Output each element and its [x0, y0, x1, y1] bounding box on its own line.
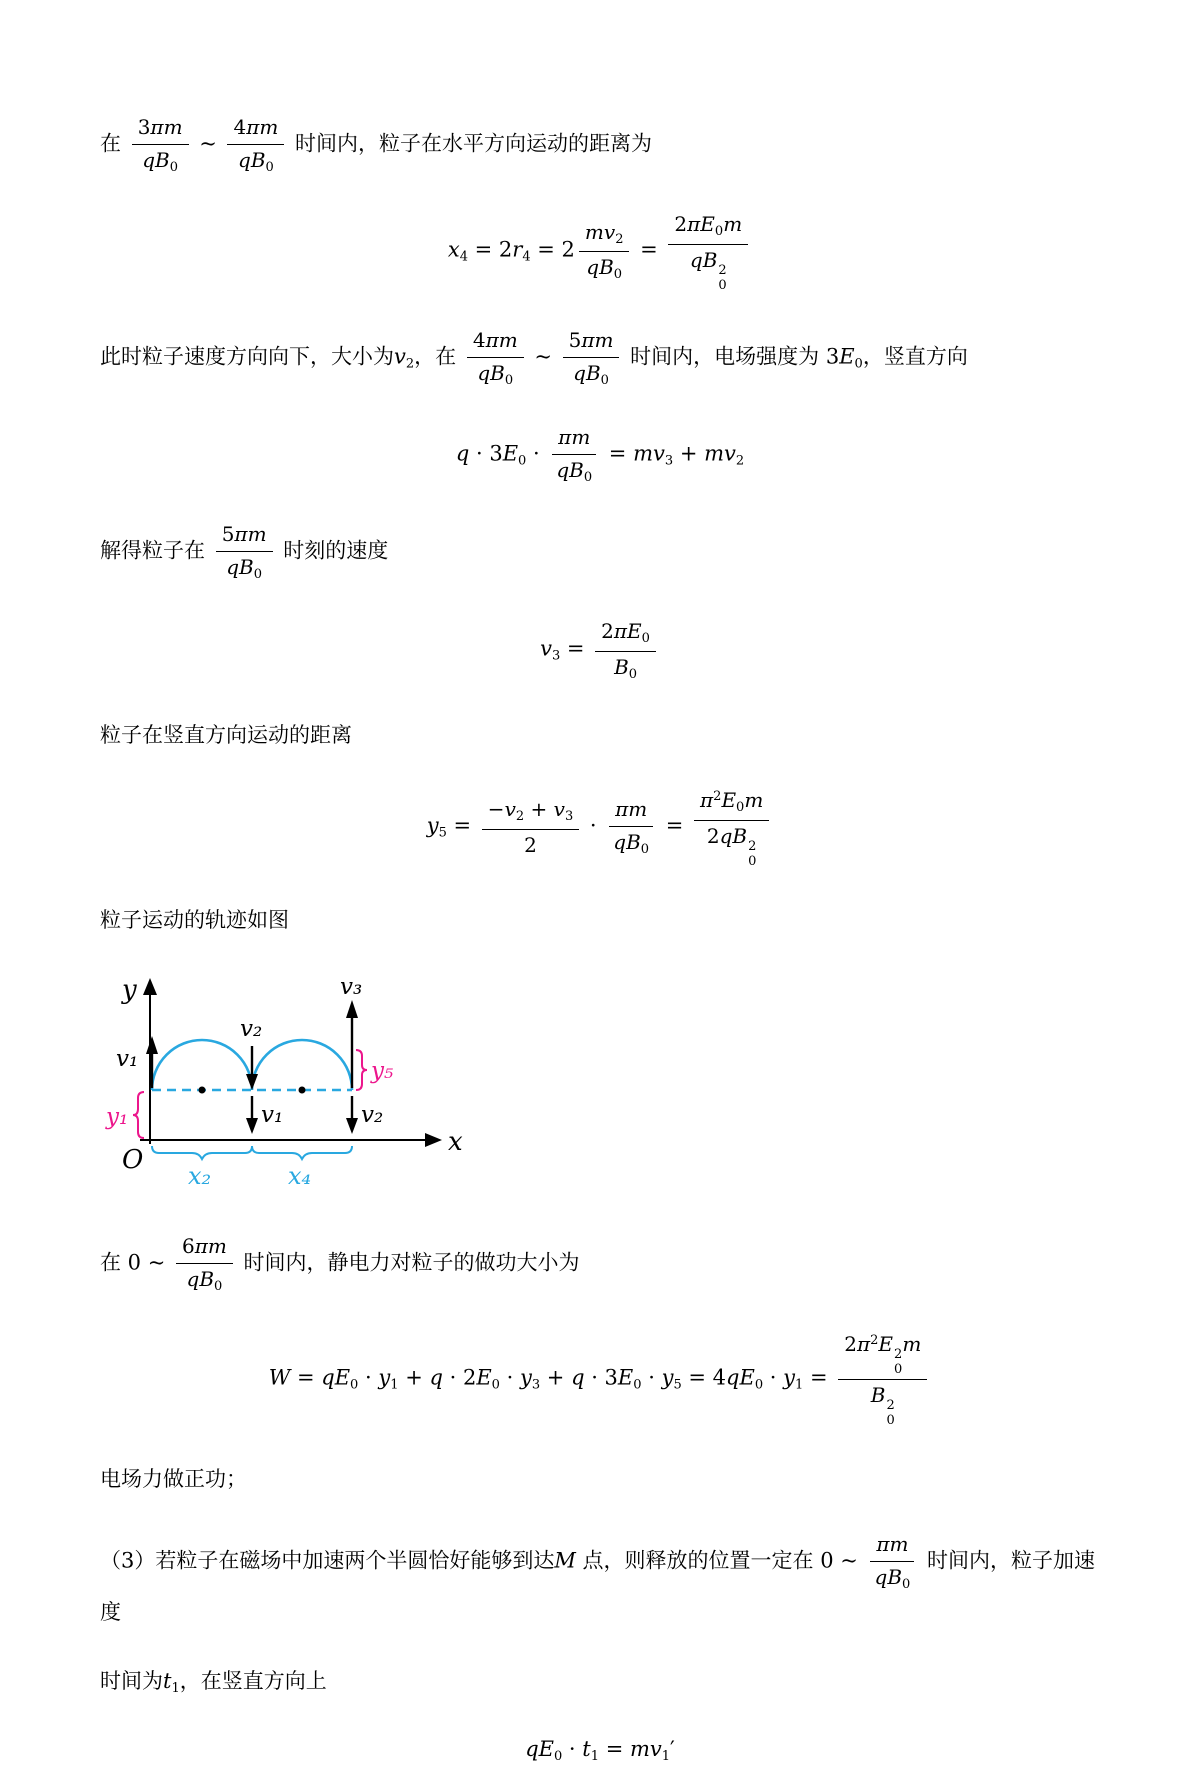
- v1-arrow-mid-down-head-icon: [246, 1118, 258, 1134]
- x-axis-label: x: [448, 1127, 463, 1158]
- v1-label-mid: v₁: [261, 1102, 284, 1129]
- y1-label: y₁: [106, 1104, 129, 1131]
- para-horizontal-distance-intro: 在 $\frac{3\pi m}{qB_0}$ ~ $\frac{4\pi m}{qB_0}$ 时间内，粒子在水平方向运动的距离为: [100, 114, 1100, 177]
- x4-label: x₄: [288, 1162, 312, 1191]
- sub-superscript: 2 0: [748, 838, 757, 869]
- x-axis-arrowhead-icon: [425, 1133, 442, 1147]
- x2-brace: [152, 1146, 252, 1159]
- v1-label-left: v₁: [116, 1046, 139, 1073]
- para-trajectory-caption: 粒子运动的轨迹如图: [100, 907, 289, 932]
- para-accel-time: 时间为$t_1$，在竖直方向上: [100, 1669, 327, 1697]
- trajectory-diagram: [100, 972, 480, 1194]
- y-axis-arrowhead-icon: [143, 978, 157, 995]
- fraction: $\pi^2E_0m$ 2qB 2 0: [694, 787, 769, 868]
- center-dot-1: [199, 1087, 206, 1094]
- eq-y5: $y_5$ = $\frac{-v_2 + v_3}{2}$ · $\frac{\pi m}{qB_0}$ = $\pi^2E_0m$ 2qB 2 0: [100, 787, 1100, 868]
- v2-arrow-mid-head-icon: [246, 1074, 258, 1090]
- para-solve-velocity: 解得粒子在 $\frac{5\pi m}{qB_0}$ 时刻的速度: [100, 521, 1100, 584]
- sub-superscript: 2 0: [894, 1346, 903, 1377]
- v3-label-right: v₃: [340, 974, 363, 1001]
- trajectory-figure: [100, 972, 1100, 1199]
- fraction: $\frac{5\pi m}{qB_0}$: [563, 327, 620, 390]
- eq-impulse: $q \cdot 3E_0$ · $\frac{\pi m}{qB_0}$ = $mv_3 + mv_2$: [100, 424, 1100, 487]
- origin-label: O: [122, 1145, 144, 1176]
- fraction: $\frac{3\pi m}{qB_0}$: [132, 114, 189, 177]
- blocks-after-figure: [100, 1233, 1100, 1766]
- fraction: $\frac{-v_2 + v_3}{2}$: [482, 796, 579, 859]
- center-dot-2: [299, 1087, 306, 1094]
- v2-arrow-right-down-head-icon: [346, 1118, 358, 1134]
- y1-brace: [133, 1092, 144, 1138]
- y5-brace: [356, 1050, 367, 1090]
- sub-superscript: 2 0: [886, 1397, 895, 1428]
- y-axis-label: y: [122, 975, 137, 1006]
- v2-label-mid: v₂: [240, 1016, 263, 1043]
- blocks-before-figure: [100, 114, 1100, 938]
- v1-arrow-left-head-icon: [146, 1036, 158, 1054]
- fraction: $\frac{4\pi m}{qB_0}$: [227, 114, 284, 177]
- eq-work: $W = qE_0 \cdot y_1 + q \cdot 2E_0 \cdot y_3 + q \cdot 3E_0 \cdot y_5 = 4qE_0 \cdot y_1$ = $2\pi^2E$ 2 0 m B 2 0: [100, 1331, 1100, 1428]
- para-vertical-distance-intro: 粒子在竖直方向运动的距离: [100, 722, 352, 747]
- fraction: $\frac{\pi m}{qB_0}$: [869, 1531, 917, 1594]
- fraction: $\frac{6\pi m}{qB_0}$: [176, 1233, 233, 1296]
- fraction: $\frac{2\pi E_0}{B_0}$: [595, 618, 656, 684]
- x4-brace: [252, 1146, 352, 1159]
- fraction: $\frac{mv_2}{qB_0}$: [579, 219, 630, 285]
- fraction: $\frac{5\pi m}{qB_0}$: [216, 521, 273, 584]
- para-part3-condition: （3）若粒子在磁场中加速两个半圆恰好能够到达M 点，则释放的位置一定在 0 ~ $\frac{\pi m}{qB_0}$ 时间内，粒子加速度: [100, 1532, 1096, 1624]
- para-positive-work: 电场力做正功；: [100, 1466, 247, 1491]
- para-work-interval-intro: 在 0 ~ $\frac{6\pi m}{qB_0}$ 时间内，静电力对粒子的做功大小为: [100, 1233, 1100, 1296]
- v3-arrow-right-head-icon: [346, 1000, 358, 1018]
- sub-superscript: 2 0: [718, 262, 727, 293]
- eq-qE0t1: $qE_0 \cdot t_1 = mv_1'$: [525, 1737, 675, 1765]
- y5-label: y₅: [371, 1058, 394, 1085]
- x2-label: x₂: [188, 1162, 212, 1191]
- fraction: $\frac{\pi m}{qB_0}$: [607, 796, 655, 859]
- fraction: $2\pi E_0m$ qB 2 0: [668, 211, 748, 292]
- v2-label-right: v₂: [361, 1102, 384, 1129]
- eq-v3: $v_3$ = $\frac{2\pi E_0}{B_0}$: [100, 618, 1100, 684]
- fraction: $2\pi^2E$ 2 0 m B 2 0: [838, 1331, 927, 1428]
- eq-x4: $x_4 = 2r_4 = 2$ $\frac{mv_2}{qB_0}$ = $2\pi E_0m$ qB 2 0: [100, 211, 1100, 292]
- fraction: $\frac{4\pi m}{qB_0}$: [467, 327, 524, 390]
- para-velocity-downward: 此时粒子速度方向向下，大小为$v_2$，在 $\frac{4\pi m}{qB_0}$ ~ $\frac{5\pi m}{qB_0}$ 时间内，电场强度为 $3E_0$，竖直方向: [100, 327, 1100, 390]
- fraction: $\frac{\pi m}{qB_0}$: [550, 424, 598, 487]
